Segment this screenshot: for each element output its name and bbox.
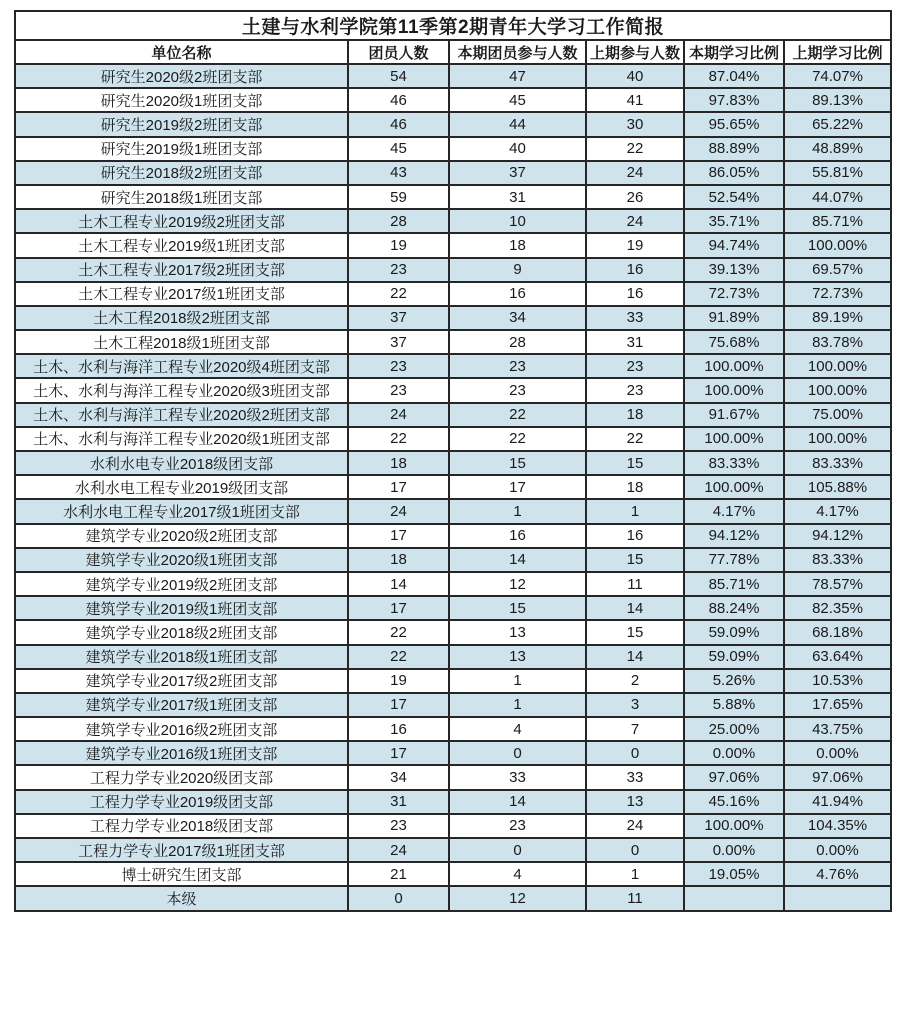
value-cell: 77.78% — [684, 548, 784, 572]
unit-name-cell: 建筑学专业2019级2班团支部 — [15, 572, 348, 596]
table-row — [15, 233, 891, 257]
value-cell: 23 — [449, 354, 586, 378]
value-cell: 19 — [348, 233, 449, 257]
value-cell: 19 — [348, 669, 449, 693]
unit-name-cell: 研究生2019级1班团支部 — [15, 137, 348, 161]
value-cell: 75.00% — [784, 403, 891, 427]
value-cell: 23 — [348, 378, 449, 402]
value-cell: 24 — [586, 161, 684, 185]
value-cell: 41 — [586, 88, 684, 112]
value-cell: 22 — [449, 427, 586, 451]
value-cell: 22 — [348, 427, 449, 451]
unit-name-cell: 研究生2018级2班团支部 — [15, 161, 348, 185]
value-cell: 11 — [586, 886, 684, 910]
unit-name-cell: 水利水电工程专业2019级团支部 — [15, 475, 348, 499]
value-cell: 86.05% — [684, 161, 784, 185]
unit-name-cell: 土木、水利与海洋工程专业2020级4班团支部 — [15, 354, 348, 378]
unit-name-cell: 土木工程2018级1班团支部 — [15, 330, 348, 354]
table-row — [15, 814, 891, 838]
table-row — [15, 717, 891, 741]
value-cell: 97.06% — [684, 765, 784, 789]
value-cell: 14 — [348, 572, 449, 596]
value-cell: 85.71% — [784, 209, 891, 233]
unit-name-cell: 土木工程专业2019级1班团支部 — [15, 233, 348, 257]
unit-name-cell: 建筑学专业2019级1班团支部 — [15, 596, 348, 620]
value-cell: 45 — [348, 137, 449, 161]
table-row — [15, 886, 891, 910]
value-cell: 23 — [348, 814, 449, 838]
value-cell: 100.00% — [684, 475, 784, 499]
value-cell: 16 — [586, 258, 684, 282]
table-row — [15, 427, 891, 451]
value-cell: 10 — [449, 209, 586, 233]
unit-name-cell: 博士研究生团支部 — [15, 862, 348, 886]
header-current-participants: 本期团员参与人数 — [449, 40, 586, 64]
table-row — [15, 524, 891, 548]
table-row — [15, 403, 891, 427]
unit-name-cell: 建筑学专业2016级2班团支部 — [15, 717, 348, 741]
table-row — [15, 572, 891, 596]
value-cell: 0.00% — [784, 838, 891, 862]
page-title: 土建与水利学院第11季第2期青年大学习工作简报 — [15, 11, 891, 40]
unit-name-cell: 研究生2018级1班团支部 — [15, 185, 348, 209]
value-cell: 13 — [449, 620, 586, 644]
unit-name-cell: 土木、水利与海洋工程专业2020级1班团支部 — [15, 427, 348, 451]
table-row — [15, 838, 891, 862]
value-cell: 14 — [449, 548, 586, 572]
table-row — [15, 137, 891, 161]
value-cell: 30 — [586, 112, 684, 136]
value-cell: 26 — [586, 185, 684, 209]
value-cell: 14 — [586, 596, 684, 620]
value-cell: 52.54% — [684, 185, 784, 209]
value-cell: 59.09% — [684, 620, 784, 644]
unit-name-cell: 研究生2020级1班团支部 — [15, 88, 348, 112]
unit-name-cell: 建筑学专业2017级2班团支部 — [15, 669, 348, 693]
header-row — [15, 40, 891, 64]
value-cell: 0 — [586, 741, 684, 765]
table-row — [15, 282, 891, 306]
value-cell: 100.00% — [684, 354, 784, 378]
value-cell: 63.64% — [784, 645, 891, 669]
unit-name-cell: 土木工程专业2017级1班团支部 — [15, 282, 348, 306]
unit-name-cell: 建筑学专业2018级2班团支部 — [15, 620, 348, 644]
value-cell: 24 — [348, 838, 449, 862]
value-cell: 1 — [586, 862, 684, 886]
value-cell: 2 — [586, 669, 684, 693]
value-cell: 100.00% — [784, 354, 891, 378]
value-cell: 23 — [586, 378, 684, 402]
value-cell: 23 — [449, 814, 586, 838]
value-cell: 100.00% — [684, 814, 784, 838]
value-cell: 4 — [449, 862, 586, 886]
value-cell: 22 — [348, 282, 449, 306]
value-cell: 35.71% — [684, 209, 784, 233]
value-cell: 85.71% — [684, 572, 784, 596]
value-cell: 25.00% — [684, 717, 784, 741]
table-row — [15, 258, 891, 282]
value-cell: 88.24% — [684, 596, 784, 620]
value-cell: 17 — [348, 741, 449, 765]
value-cell: 41.94% — [784, 790, 891, 814]
table-row — [15, 378, 891, 402]
value-cell: 69.57% — [784, 258, 891, 282]
value-cell: 3 — [586, 693, 684, 717]
unit-name-cell: 工程力学专业2017级1班团支部 — [15, 838, 348, 862]
value-cell: 28 — [348, 209, 449, 233]
value-cell: 5.26% — [684, 669, 784, 693]
value-cell: 15 — [449, 596, 586, 620]
value-cell: 0 — [449, 838, 586, 862]
value-cell: 5.88% — [684, 693, 784, 717]
value-cell: 22 — [348, 620, 449, 644]
value-cell: 46 — [348, 88, 449, 112]
unit-name-cell: 工程力学专业2018级团支部 — [15, 814, 348, 838]
value-cell: 37 — [348, 306, 449, 330]
value-cell: 82.35% — [784, 596, 891, 620]
value-cell: 7 — [586, 717, 684, 741]
table-body — [15, 64, 891, 911]
value-cell: 22 — [449, 403, 586, 427]
value-cell: 100.00% — [784, 378, 891, 402]
value-cell: 44.07% — [784, 185, 891, 209]
value-cell: 68.18% — [784, 620, 891, 644]
value-cell: 43.75% — [784, 717, 891, 741]
table-row — [15, 209, 891, 233]
value-cell: 13 — [449, 645, 586, 669]
value-cell: 31 — [348, 790, 449, 814]
value-cell: 72.73% — [684, 282, 784, 306]
unit-name-cell: 土木工程专业2017级2班团支部 — [15, 258, 348, 282]
value-cell: 23 — [348, 354, 449, 378]
value-cell: 15 — [586, 548, 684, 572]
value-cell: 28 — [449, 330, 586, 354]
value-cell: 11 — [586, 572, 684, 596]
value-cell: 65.22% — [784, 112, 891, 136]
value-cell: 44 — [449, 112, 586, 136]
table-row — [15, 306, 891, 330]
value-cell: 21 — [348, 862, 449, 886]
value-cell: 31 — [586, 330, 684, 354]
value-cell: 87.04% — [684, 64, 784, 88]
value-cell: 100.00% — [684, 378, 784, 402]
value-cell: 1 — [449, 499, 586, 523]
value-cell: 16 — [449, 524, 586, 548]
value-cell: 91.89% — [684, 306, 784, 330]
value-cell: 100.00% — [684, 427, 784, 451]
table-row — [15, 645, 891, 669]
value-cell: 89.19% — [784, 306, 891, 330]
unit-name-cell: 土木、水利与海洋工程专业2020级3班团支部 — [15, 378, 348, 402]
value-cell: 83.78% — [784, 330, 891, 354]
value-cell: 83.33% — [684, 451, 784, 475]
value-cell: 54 — [348, 64, 449, 88]
value-cell: 0 — [449, 741, 586, 765]
value-cell: 37 — [449, 161, 586, 185]
value-cell — [784, 886, 891, 910]
report-table — [14, 10, 892, 912]
value-cell: 10.53% — [784, 669, 891, 693]
table-row — [15, 112, 891, 136]
title-row — [15, 11, 891, 40]
value-cell: 22 — [586, 137, 684, 161]
value-cell: 94.74% — [684, 233, 784, 257]
value-cell: 34 — [449, 306, 586, 330]
unit-name-cell: 工程力学专业2019级团支部 — [15, 790, 348, 814]
value-cell: 18 — [449, 233, 586, 257]
value-cell: 4.17% — [784, 499, 891, 523]
table-row — [15, 330, 891, 354]
value-cell: 47 — [449, 64, 586, 88]
unit-name-cell: 建筑学专业2018级1班团支部 — [15, 645, 348, 669]
unit-name-cell: 建筑学专业2016级1班团支部 — [15, 741, 348, 765]
value-cell: 15 — [586, 451, 684, 475]
value-cell: 0.00% — [684, 838, 784, 862]
value-cell: 17 — [449, 475, 586, 499]
value-cell: 17 — [348, 475, 449, 499]
value-cell: 33 — [586, 306, 684, 330]
table-row — [15, 669, 891, 693]
value-cell: 1 — [449, 669, 586, 693]
value-cell: 105.88% — [784, 475, 891, 499]
header-unit-name: 单位名称 — [15, 40, 348, 64]
value-cell: 16 — [348, 717, 449, 741]
header-previous-participants: 上期参与人数 — [586, 40, 684, 64]
unit-name-cell: 水利水电专业2018级团支部 — [15, 451, 348, 475]
table-row — [15, 596, 891, 620]
value-cell: 18 — [586, 403, 684, 427]
value-cell: 88.89% — [684, 137, 784, 161]
table-row — [15, 620, 891, 644]
value-cell: 18 — [348, 451, 449, 475]
table-row — [15, 88, 891, 112]
value-cell: 1 — [586, 499, 684, 523]
unit-name-cell: 土木、水利与海洋工程专业2020级2班团支部 — [15, 403, 348, 427]
value-cell: 15 — [586, 620, 684, 644]
table-row — [15, 451, 891, 475]
table-row — [15, 354, 891, 378]
value-cell: 72.73% — [784, 282, 891, 306]
value-cell: 16 — [449, 282, 586, 306]
unit-name-cell: 工程力学专业2020级团支部 — [15, 765, 348, 789]
table-row — [15, 161, 891, 185]
unit-name-cell: 土木工程2018级2班团支部 — [15, 306, 348, 330]
value-cell: 75.68% — [684, 330, 784, 354]
value-cell: 37 — [348, 330, 449, 354]
value-cell: 9 — [449, 258, 586, 282]
value-cell: 31 — [449, 185, 586, 209]
value-cell: 104.35% — [784, 814, 891, 838]
unit-name-cell: 建筑学专业2020级1班团支部 — [15, 548, 348, 572]
value-cell: 4.76% — [784, 862, 891, 886]
value-cell: 12 — [449, 886, 586, 910]
header-previous-ratio: 上期学习比例 — [784, 40, 891, 64]
unit-name-cell: 建筑学专业2020级2班团支部 — [15, 524, 348, 548]
value-cell: 4 — [449, 717, 586, 741]
value-cell: 19.05% — [684, 862, 784, 886]
value-cell: 55.81% — [784, 161, 891, 185]
table-row — [15, 64, 891, 88]
unit-name-cell: 研究生2019级2班团支部 — [15, 112, 348, 136]
value-cell: 0.00% — [784, 741, 891, 765]
value-cell: 17.65% — [784, 693, 891, 717]
table-row — [15, 185, 891, 209]
value-cell: 43 — [348, 161, 449, 185]
value-cell: 24 — [586, 814, 684, 838]
table-row — [15, 693, 891, 717]
value-cell: 78.57% — [784, 572, 891, 596]
value-cell: 94.12% — [784, 524, 891, 548]
value-cell: 1 — [449, 693, 586, 717]
value-cell: 14 — [449, 790, 586, 814]
value-cell: 16 — [586, 524, 684, 548]
value-cell: 24 — [348, 403, 449, 427]
value-cell: 97.83% — [684, 88, 784, 112]
value-cell: 83.33% — [784, 451, 891, 475]
value-cell: 40 — [586, 64, 684, 88]
value-cell: 83.33% — [784, 548, 891, 572]
value-cell: 33 — [586, 765, 684, 789]
value-cell: 45.16% — [684, 790, 784, 814]
unit-name-cell: 研究生2020级2班团支部 — [15, 64, 348, 88]
value-cell: 23 — [586, 354, 684, 378]
value-cell: 48.89% — [784, 137, 891, 161]
value-cell: 12 — [449, 572, 586, 596]
value-cell: 4.17% — [684, 499, 784, 523]
value-cell: 91.67% — [684, 403, 784, 427]
value-cell: 22 — [348, 645, 449, 669]
header-current-ratio: 本期学习比例 — [684, 40, 784, 64]
value-cell: 45 — [449, 88, 586, 112]
unit-name-cell: 本级 — [15, 886, 348, 910]
table-row — [15, 475, 891, 499]
unit-name-cell: 水利水电工程专业2017级1班团支部 — [15, 499, 348, 523]
unit-name-cell: 土木工程专业2019级2班团支部 — [15, 209, 348, 233]
value-cell: 16 — [586, 282, 684, 306]
value-cell: 22 — [586, 427, 684, 451]
value-cell: 0 — [348, 886, 449, 910]
value-cell: 40 — [449, 137, 586, 161]
value-cell: 39.13% — [684, 258, 784, 282]
value-cell — [684, 886, 784, 910]
value-cell: 0 — [586, 838, 684, 862]
value-cell: 0.00% — [684, 741, 784, 765]
value-cell: 19 — [586, 233, 684, 257]
value-cell: 17 — [348, 524, 449, 548]
value-cell: 46 — [348, 112, 449, 136]
value-cell: 15 — [449, 451, 586, 475]
table-row — [15, 765, 891, 789]
value-cell: 100.00% — [784, 427, 891, 451]
table-row — [15, 862, 891, 886]
value-cell: 34 — [348, 765, 449, 789]
table-row — [15, 548, 891, 572]
value-cell: 89.13% — [784, 88, 891, 112]
table-row — [15, 741, 891, 765]
unit-name-cell: 建筑学专业2017级1班团支部 — [15, 693, 348, 717]
value-cell: 94.12% — [684, 524, 784, 548]
header-member-count: 团员人数 — [348, 40, 449, 64]
value-cell: 95.65% — [684, 112, 784, 136]
table-row — [15, 790, 891, 814]
value-cell: 13 — [586, 790, 684, 814]
value-cell: 24 — [586, 209, 684, 233]
value-cell: 17 — [348, 693, 449, 717]
table-row — [15, 499, 891, 523]
value-cell: 100.00% — [784, 233, 891, 257]
value-cell: 24 — [348, 499, 449, 523]
value-cell: 74.07% — [784, 64, 891, 88]
value-cell: 23 — [348, 258, 449, 282]
value-cell: 97.06% — [784, 765, 891, 789]
value-cell: 59 — [348, 185, 449, 209]
value-cell: 33 — [449, 765, 586, 789]
value-cell: 23 — [449, 378, 586, 402]
value-cell: 18 — [348, 548, 449, 572]
value-cell: 14 — [586, 645, 684, 669]
value-cell: 17 — [348, 596, 449, 620]
value-cell: 18 — [586, 475, 684, 499]
value-cell: 59.09% — [684, 645, 784, 669]
